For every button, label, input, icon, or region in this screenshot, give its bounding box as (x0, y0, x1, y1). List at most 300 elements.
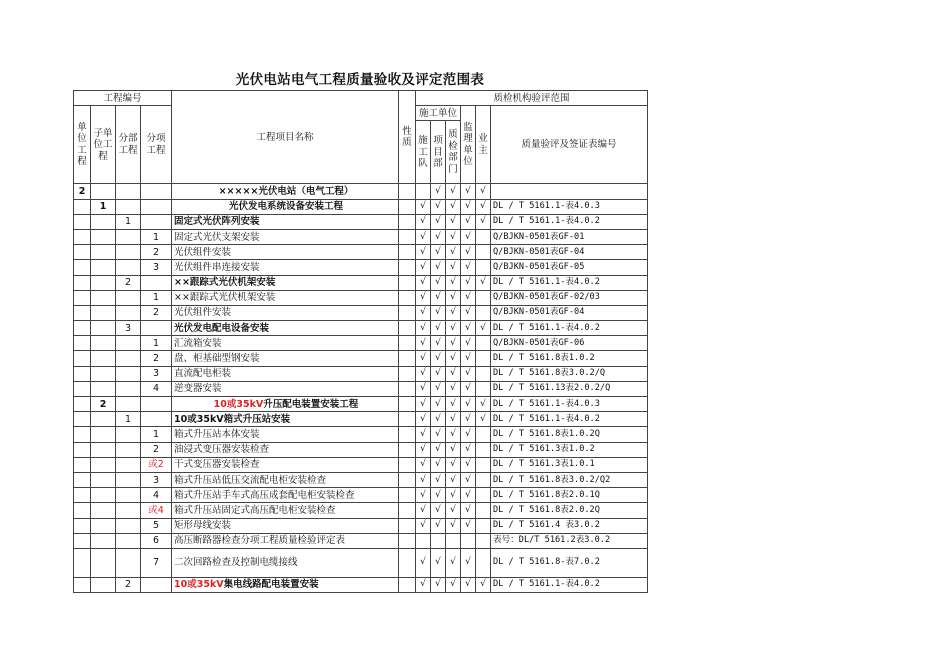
unit-no-cell: 2 (74, 184, 91, 199)
check-cell: √ (476, 412, 491, 427)
check-cell: √ (461, 214, 476, 229)
unit-no-cell (74, 199, 91, 214)
check-cell: √ (416, 275, 431, 290)
check-cell: √ (431, 229, 446, 244)
unit-no-cell (74, 321, 91, 336)
table-row (74, 488, 648, 503)
check-cell: √ (461, 336, 476, 351)
division-no-cell (116, 472, 141, 487)
unit-no-cell (74, 290, 91, 305)
check-cell: √ (461, 199, 476, 214)
check-cell: √ (446, 488, 461, 503)
sub-unit-no-cell (91, 577, 116, 592)
check-cell: √ (431, 397, 446, 412)
item-no-cell: 2 (141, 442, 172, 457)
check-cell: √ (416, 577, 431, 592)
division-no-cell (116, 427, 141, 442)
form-no-cell: DL / T 5161.1-表4.0.3 (491, 397, 648, 412)
division-no-cell (116, 305, 141, 320)
check-cell: √ (416, 397, 431, 412)
check-cell: √ (431, 577, 446, 592)
check-cell: √ (446, 321, 461, 336)
check-cell: √ (416, 290, 431, 305)
item-no-cell (141, 275, 172, 290)
division-no-cell (116, 488, 141, 503)
check-cell: √ (461, 229, 476, 244)
construction-unit-header: 施工单位 (416, 106, 461, 121)
nature-cell (399, 548, 416, 577)
item-no-cell: 3 (141, 366, 172, 381)
nature-cell (399, 427, 416, 442)
check-cell: √ (431, 214, 446, 229)
construction-team-header: 施工队 (416, 121, 431, 184)
form-no-cell: DL / T 5161.1-表4.0.3 (491, 199, 648, 214)
check-cell: √ (446, 305, 461, 320)
nature-header: 性质 (399, 91, 416, 184)
form-no-cell: 表号：DL/T 5161.2表3.0.2 (491, 533, 648, 548)
table-row (74, 260, 648, 275)
sub-unit-no-cell (91, 305, 116, 320)
form-no-cell: DL / T 5161.13表2.0.2/Q (491, 381, 648, 396)
item-no-cell: 7 (141, 548, 172, 577)
check-cell: √ (461, 290, 476, 305)
division-no-cell (116, 533, 141, 548)
sub-unit-no-cell (91, 366, 116, 381)
check-cell: √ (431, 548, 446, 577)
check-cell (416, 184, 431, 199)
table-row (74, 229, 648, 244)
nature-cell (399, 321, 416, 336)
form-no-cell: DL / T 5161.1-表4.0.2 (491, 214, 648, 229)
inspection-scope-header: 质检机构验评范围 (416, 91, 648, 106)
item-name-cell: 油浸式变压器安装检查 (172, 442, 399, 457)
nature-cell (399, 381, 416, 396)
table-row (74, 305, 648, 320)
division-no-cell (116, 245, 141, 260)
check-cell: √ (446, 457, 461, 472)
check-cell: √ (461, 321, 476, 336)
item-name-cell: ×××××光伏电站（电气工程） (172, 184, 399, 199)
check-cell: √ (416, 245, 431, 260)
item-no-cell: 6 (141, 533, 172, 548)
check-cell: √ (431, 412, 446, 427)
nature-cell (399, 214, 416, 229)
form-no-cell: DL / T 5161.1-表4.0.2 (491, 275, 648, 290)
item-no-cell: 4 (141, 488, 172, 503)
division-no-cell (116, 548, 141, 577)
check-cell: √ (431, 518, 446, 533)
check-cell: √ (416, 366, 431, 381)
check-cell: √ (446, 260, 461, 275)
nature-cell (399, 245, 416, 260)
sub-unit-no-cell (91, 457, 116, 472)
item-no-cell: 1 (141, 336, 172, 351)
table-row (74, 336, 648, 351)
check-cell: √ (416, 548, 431, 577)
nature-cell (399, 336, 416, 351)
table-row (74, 199, 648, 214)
sub-unit-no-cell (91, 229, 116, 244)
check-cell: √ (431, 184, 446, 199)
check-cell: √ (476, 199, 491, 214)
item-no-cell (141, 412, 172, 427)
unit-no-cell (74, 427, 91, 442)
nature-cell (399, 457, 416, 472)
division-no-cell: 1 (116, 214, 141, 229)
check-cell: √ (446, 351, 461, 366)
check-cell: √ (416, 199, 431, 214)
check-cell: √ (476, 275, 491, 290)
check-cell: √ (476, 577, 491, 592)
check-cell (476, 366, 491, 381)
table-row (74, 472, 648, 487)
check-cell: √ (446, 366, 461, 381)
unit-no-cell (74, 214, 91, 229)
table-row (74, 427, 648, 442)
item-no-cell: 3 (141, 260, 172, 275)
table-row (74, 518, 648, 533)
check-cell (476, 442, 491, 457)
check-cell (416, 533, 431, 548)
item-no-cell: 2 (141, 305, 172, 320)
unit-no-cell (74, 412, 91, 427)
item-no-cell: 1 (141, 427, 172, 442)
nature-cell (399, 229, 416, 244)
check-cell: √ (446, 199, 461, 214)
item-name-cell: 高压断路器检查分项工程质量检验评定表 (172, 533, 399, 548)
check-cell (476, 336, 491, 351)
division-no-cell (116, 457, 141, 472)
check-cell: √ (461, 397, 476, 412)
check-cell: √ (446, 275, 461, 290)
check-cell: √ (416, 488, 431, 503)
check-cell: √ (461, 442, 476, 457)
check-cell (476, 472, 491, 487)
acceptance-table (73, 90, 648, 593)
form-no-cell: DL / T 5161.8表2.0.2Q (491, 503, 648, 518)
check-cell (476, 229, 491, 244)
form-no-cell: DL / T 5161.4 表3.0.2 (491, 518, 648, 533)
sub-unit-no-cell (91, 275, 116, 290)
division-no-cell (116, 351, 141, 366)
check-cell: √ (416, 214, 431, 229)
item-name-cell: 箱式升压站固定式高压配电柜安装检查 (172, 503, 399, 518)
check-cell: √ (431, 321, 446, 336)
unit-no-cell (74, 229, 91, 244)
form-no-cell: DL / T 5161.1-表4.0.2 (491, 577, 648, 592)
check-cell: √ (431, 305, 446, 320)
division-no-cell (116, 260, 141, 275)
sub-unit-no-cell (91, 184, 116, 199)
sub-unit-no-cell (91, 260, 116, 275)
division-no-cell (116, 290, 141, 305)
item-name-cell: 光伏发电配电设备安装 (172, 321, 399, 336)
item-no-cell (141, 214, 172, 229)
nature-cell (399, 397, 416, 412)
check-cell: √ (416, 381, 431, 396)
item-name-cell: 固定式光伏阵列安装 (172, 214, 399, 229)
check-cell: √ (461, 472, 476, 487)
check-cell: √ (446, 577, 461, 592)
item-name-header: 工程项目名称 (172, 91, 399, 184)
check-cell: √ (476, 184, 491, 199)
owner-header: 业主 (476, 106, 491, 184)
unit-no-cell (74, 518, 91, 533)
nature-cell (399, 472, 416, 487)
table-row (74, 366, 648, 381)
unit-no-cell (74, 577, 91, 592)
form-no-cell: Q/BJKN-0501表GF-06 (491, 336, 648, 351)
item-name-voltage: 10或35kV (213, 398, 264, 410)
division-project-header: 分部工程 (116, 106, 141, 184)
check-cell: √ (461, 260, 476, 275)
nature-cell (399, 442, 416, 457)
check-cell: √ (446, 503, 461, 518)
sub-unit-no-cell (91, 336, 116, 351)
check-cell: √ (416, 351, 431, 366)
check-cell: √ (431, 488, 446, 503)
item-name-cell: 光伏发电系统设备安装工程 (172, 199, 399, 214)
division-no-cell (116, 229, 141, 244)
table-row (74, 214, 648, 229)
table-row (74, 397, 648, 412)
check-cell: √ (416, 321, 431, 336)
check-cell: √ (476, 397, 491, 412)
item-no-cell (141, 184, 172, 199)
division-no-cell: 1 (116, 412, 141, 427)
unit-no-cell (74, 245, 91, 260)
check-cell: √ (461, 366, 476, 381)
unit-no-cell (74, 260, 91, 275)
form-no-cell: DL / T 5161.8表1.0.2 (491, 351, 648, 366)
item-name-text: 升压配电装置安装工程 (263, 398, 359, 410)
check-cell: √ (461, 488, 476, 503)
check-cell: √ (416, 412, 431, 427)
form-no-cell: DL / T 5161.3表1.0.2 (491, 442, 648, 457)
table-row (74, 457, 648, 472)
check-cell: √ (461, 275, 476, 290)
check-cell (476, 503, 491, 518)
division-no-cell (116, 184, 141, 199)
check-cell: √ (431, 336, 446, 351)
check-cell: √ (446, 472, 461, 487)
division-no-cell (116, 397, 141, 412)
table-row (74, 184, 648, 199)
form-no-cell: DL / T 5161.8-表7.0.2 (491, 548, 648, 577)
sub-unit-no-cell (91, 548, 116, 577)
check-cell: √ (446, 214, 461, 229)
unit-no-cell (74, 351, 91, 366)
item-name-cell (172, 397, 399, 412)
supervision-unit-header: 监理单位 (461, 106, 476, 184)
item-no-cell (141, 397, 172, 412)
nature-cell (399, 351, 416, 366)
table-row (74, 351, 648, 366)
sub-unit-no-cell (91, 351, 116, 366)
item-name-cell: 干式变压器安装检查 (172, 457, 399, 472)
unit-no-cell (74, 457, 91, 472)
item-project-header: 分项工程 (141, 106, 172, 184)
form-no-cell: Q/BJKN-0501表GF-04 (491, 245, 648, 260)
check-cell: √ (431, 427, 446, 442)
check-cell: √ (461, 245, 476, 260)
check-cell (476, 260, 491, 275)
item-name-cell: 汇流箱安装 (172, 336, 399, 351)
unit-no-cell (74, 305, 91, 320)
unit-no-cell (74, 472, 91, 487)
check-cell (476, 548, 491, 577)
check-cell: √ (431, 503, 446, 518)
check-cell: √ (446, 245, 461, 260)
check-cell: √ (461, 577, 476, 592)
check-cell: √ (431, 442, 446, 457)
check-cell: √ (446, 548, 461, 577)
item-name-voltage: 10或35kV (174, 579, 224, 591)
check-cell: √ (431, 245, 446, 260)
unit-no-cell (74, 533, 91, 548)
item-no-cell: 1 (141, 229, 172, 244)
division-no-cell (116, 518, 141, 533)
table-row (74, 533, 648, 548)
check-cell: √ (431, 199, 446, 214)
item-name-text: 集电线路配电装置安装 (223, 579, 319, 591)
check-cell: √ (461, 457, 476, 472)
form-no-cell: Q/BJKN-0501表GF-02/03 (491, 290, 648, 305)
qc-dept-header: 质检部门 (446, 121, 461, 184)
unit-no-cell (74, 488, 91, 503)
table-row (74, 503, 648, 518)
item-name-cell: 光伏组件安装 (172, 245, 399, 260)
table-row (74, 275, 648, 290)
check-cell: √ (446, 397, 461, 412)
check-cell: √ (416, 336, 431, 351)
form-no-cell: Q/BJKN-0501表GF-05 (491, 260, 648, 275)
check-cell: √ (446, 412, 461, 427)
check-cell (476, 488, 491, 503)
project-code-header: 工程编号 (74, 91, 172, 106)
check-cell (476, 245, 491, 260)
check-cell: √ (461, 381, 476, 396)
nature-cell (399, 488, 416, 503)
table-row (74, 321, 648, 336)
check-cell: √ (476, 214, 491, 229)
check-cell: √ (461, 412, 476, 427)
form-no-cell: DL / T 5161.8表3.0.2/Q (491, 366, 648, 381)
unit-no-cell (74, 275, 91, 290)
item-no-cell: 2 (141, 351, 172, 366)
check-cell: √ (461, 427, 476, 442)
form-no-header: 质量验评及签证表编号 (491, 106, 648, 184)
item-name-cell: 光伏组件串连接安装 (172, 260, 399, 275)
item-no-cell: 或4 (141, 503, 172, 518)
sub-unit-no-cell: 2 (91, 397, 116, 412)
table-row (74, 577, 648, 592)
form-no-cell: DL / T 5161.1-表4.0.2 (491, 412, 648, 427)
check-cell: √ (446, 229, 461, 244)
check-cell: √ (461, 503, 476, 518)
check-cell: √ (461, 305, 476, 320)
check-cell: √ (446, 442, 461, 457)
form-no-cell: DL / T 5161.1-表4.0.2 (491, 321, 648, 336)
check-cell: √ (446, 381, 461, 396)
item-no-cell (141, 577, 172, 592)
division-no-cell (116, 503, 141, 518)
nature-cell (399, 503, 416, 518)
item-no-cell: 3 (141, 472, 172, 487)
check-cell: √ (431, 472, 446, 487)
sub-unit-no-cell (91, 321, 116, 336)
form-no-cell: Q/BJKN-0501表GF-04 (491, 305, 648, 320)
nature-cell (399, 577, 416, 592)
check-cell: √ (431, 366, 446, 381)
item-name-cell: ××跟踪式光伏机架安装 (172, 290, 399, 305)
table-row (74, 245, 648, 260)
sub-unit-no-cell (91, 533, 116, 548)
sub-unit-no-cell (91, 290, 116, 305)
table-row (74, 412, 648, 427)
unit-no-cell (74, 336, 91, 351)
sub-unit-no-cell (91, 245, 116, 260)
nature-cell (399, 533, 416, 548)
unit-no-cell (74, 366, 91, 381)
item-no-cell (141, 199, 172, 214)
unit-no-cell (74, 381, 91, 396)
check-cell: √ (416, 457, 431, 472)
nature-cell (399, 184, 416, 199)
item-no-cell: 2 (141, 245, 172, 260)
unit-no-cell (74, 397, 91, 412)
sub-unit-no-cell: 1 (91, 199, 116, 214)
nature-cell (399, 518, 416, 533)
nature-cell (399, 366, 416, 381)
check-cell: √ (431, 351, 446, 366)
check-cell: √ (461, 548, 476, 577)
nature-cell (399, 290, 416, 305)
form-no-cell (491, 184, 648, 199)
item-name-cell: 盘、柜基础型钢安装 (172, 351, 399, 366)
item-no-cell (141, 321, 172, 336)
check-cell: √ (446, 427, 461, 442)
division-no-cell: 2 (116, 275, 141, 290)
check-cell: √ (431, 381, 446, 396)
check-cell: √ (431, 290, 446, 305)
sub-unit-no-cell (91, 412, 116, 427)
item-name-cell: 二次回路检查及控制电缆接线 (172, 548, 399, 577)
division-no-cell (116, 336, 141, 351)
check-cell: √ (461, 351, 476, 366)
check-cell (476, 290, 491, 305)
sub-unit-no-cell (91, 442, 116, 457)
item-no-cell: 或2 (141, 457, 172, 472)
sub-unit-no-cell (91, 214, 116, 229)
item-name-cell: 10或35kV箱式升压站安装 (172, 412, 399, 427)
unit-no-cell (74, 503, 91, 518)
form-no-cell: Q/BJKN-0501表GF-01 (491, 229, 648, 244)
nature-cell (399, 199, 416, 214)
item-no-cell: 4 (141, 381, 172, 396)
check-cell: √ (446, 336, 461, 351)
item-no-cell: 1 (141, 290, 172, 305)
sub-unit-no-cell (91, 503, 116, 518)
check-cell: √ (416, 260, 431, 275)
check-cell (446, 533, 461, 548)
check-cell: √ (416, 503, 431, 518)
item-name-cell: 逆变器安装 (172, 381, 399, 396)
item-name-cell: 箱式升压站低压交流配电柜安装检查 (172, 472, 399, 487)
sub-unit-no-cell (91, 488, 116, 503)
sub-unit-no-cell (91, 381, 116, 396)
item-name-cell: 矩形母线安装 (172, 518, 399, 533)
